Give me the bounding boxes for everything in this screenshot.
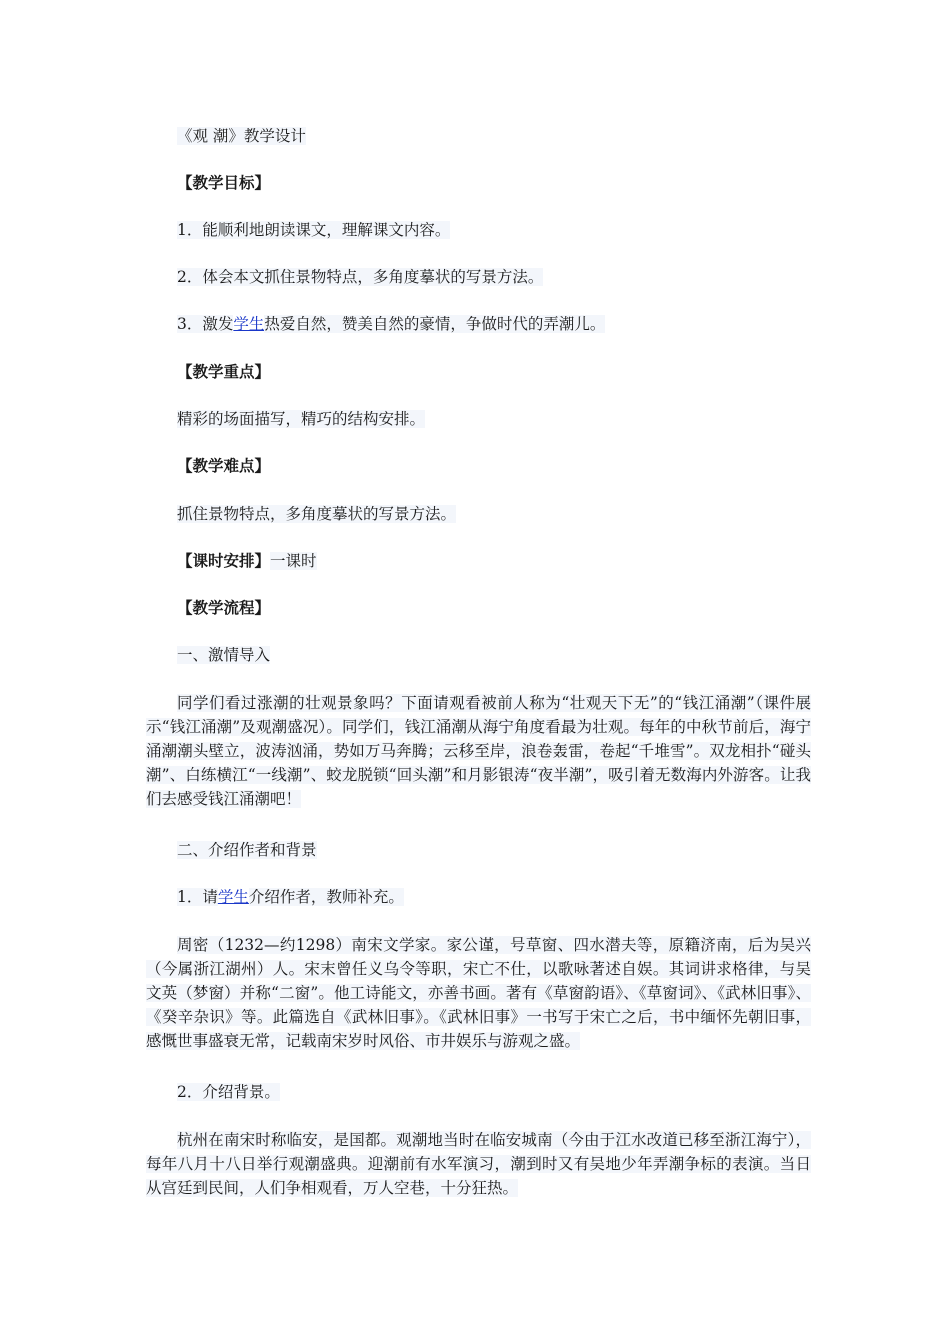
key-points-text: 精彩的场面描写，精巧的结构安排。 [177,410,426,428]
goal-item-2: 2．体会本文抓住景物特点，多角度摹状的写景方法。 [177,268,544,286]
background-paragraph: 杭州在南宋时称临安，是国都。观潮地当时在临安城南（今由于江水改道已移至浙江海宁），每年八月十八日举行观潮盛典。迎潮前有水军演习，潮到时又有吴地少年弄潮争标的表演。当日从宫廷到民间，人们争相观看，万人空巷，十分狂热。 [146,1131,811,1197]
student-link[interactable]: 学生 [233,315,265,333]
schedule-text: 一课时 [270,552,317,570]
heading-difficult-points: 【教学难点】 [177,456,271,475]
section-2-item-1: 1．请学生介绍作者，教师补充。 [177,888,404,906]
goal-item-1: 1．能顺利地朗读课文，理解课文内容。 [177,221,451,239]
section-1-paragraph: 同学们看过涨潮的壮观景象吗？下面请观看被前人称为“壮观天下无”的“钱江涌潮”（课件展示“钱江涌潮”及观潮盛况）。同学们，钱江涌潮从海宁角度看最为壮观。每年的中秋节前后，海宁涌潮潮头壁立，波涛汹涌，势如万马奔腾；云移至岸，浪卷轰雷，卷起“千堆雪”。双龙相扑“碰头潮”、白练横江“一线潮”、蛟龙脱锁“回头潮”和月影银涛“夜半潮”，吸引着无数海内外游客。让我们去感受钱江涌潮吧！ [146,694,811,808]
heading-teaching-goals: 【教学目标】 [177,173,271,192]
schedule-line [146,549,317,573]
section-1-title: 一、激情导入 [177,646,271,664]
difficult-points-text: 抓住景物特点，多角度摹状的写景方法。 [177,505,457,523]
heading-teaching-process: 【教学流程】 [177,598,271,617]
section-2-title: 二、介绍作者和背景 [177,841,317,859]
author-paragraph: 周密（1232—约1298）南宋文学家。家公谨，号草窗、四水潜夫等，原籍济南，后为吴兴（今属浙江湖州）人。宋末曾任义乌令等职，宋亡不仕，以歌咏著述自娱。其词讲求格律，与吴文英（梦窗）并称“二窗”。他工诗能文，亦善书画。著有《草窗韵语》、《草窗词》、《武林旧事》、《癸辛杂识》等。此篇选自《武林旧事》。《武林旧事》一书写于宋亡之后，书中缅怀先朝旧事，感慨世事盛衰无常，记载南宋岁时风俗、市井娱乐与游观之盛。 [146,936,811,1050]
heading-schedule: 【课时安排】 [177,551,271,570]
goal-item-3: 3．激发学生热爱自然，赞美自然的豪情，争做时代的弄潮儿。 [177,315,606,333]
student-link-2[interactable]: 学生 [217,888,249,906]
document-title: 《观 潮》教学设计 [177,127,306,145]
heading-key-points: 【教学重点】 [177,362,271,381]
section-2-item-2: 2．介绍背景。 [177,1083,280,1101]
